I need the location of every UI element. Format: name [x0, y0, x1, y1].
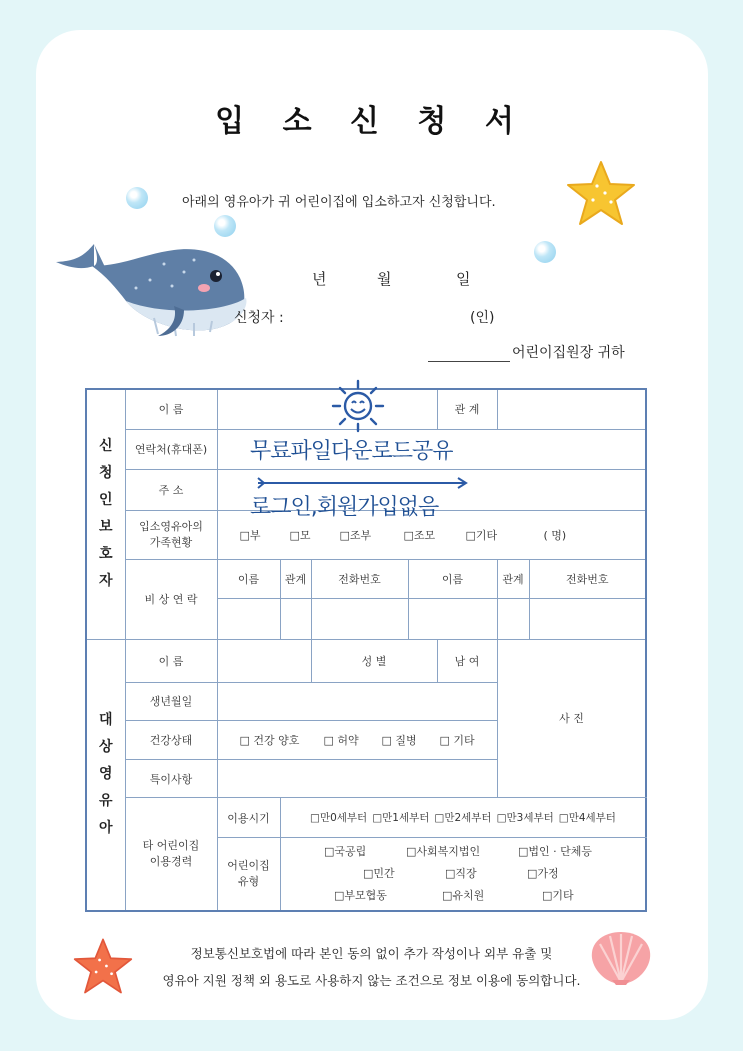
application-table: [85, 388, 647, 912]
director-label: 어린이집원장 귀하: [512, 345, 625, 361]
child-birth-field[interactable]: [217, 682, 497, 720]
emergency-header-phone-1: 전화번호: [311, 560, 408, 599]
family-option-father[interactable]: □부: [239, 529, 261, 543]
guardian-section-label: 신청인보호자: [86, 389, 125, 639]
whale-icon: [54, 226, 250, 344]
emergency-header-relation-1: 관계: [280, 560, 311, 599]
center-type-kindergarten[interactable]: □유치원: [442, 889, 485, 903]
center-type-public[interactable]: □국공립: [324, 845, 367, 859]
child-name-field[interactable]: [217, 639, 311, 682]
starfish-icon: [565, 158, 637, 228]
family-option-other[interactable]: □기타: [465, 529, 498, 543]
guardian-relation-label: 관 계: [437, 389, 497, 429]
consent-line-2: 영유아 지원 정책 외 용도로 사용하지 않는 조건으로 정보 이용에 동의합니다.: [162, 973, 581, 988]
center-type-corporate[interactable]: □법인 · 단체등: [518, 845, 593, 859]
family-option-grandfather[interactable]: □조부: [339, 529, 372, 543]
family-option-mother[interactable]: □모: [289, 529, 311, 543]
use-period-age2[interactable]: □만2세부터: [434, 812, 492, 825]
guardian-address-label: 주 소: [125, 469, 217, 510]
emergency-name-1-field[interactable]: [217, 599, 280, 639]
center-type-options: [280, 838, 646, 911]
guardian-name-label: 이 름: [125, 389, 217, 429]
center-type-private[interactable]: □민간: [363, 867, 395, 881]
consent-line-1: 정보통신보호법에 따라 본인 동의 없이 추가 작성이나 외부 유출 및: [190, 946, 553, 961]
director-line: [428, 342, 625, 362]
emergency-label: 비 상 연 락: [125, 560, 217, 639]
use-period-age0[interactable]: □만0세부터: [310, 812, 368, 825]
child-name-label: 이 름: [125, 639, 217, 682]
center-type-cooperative[interactable]: □부모협동: [334, 889, 387, 903]
child-special-label: 특이사항: [125, 760, 217, 798]
emergency-name-2-field[interactable]: [408, 599, 497, 639]
emergency-phone-1-field[interactable]: [311, 599, 408, 639]
watermark-line-2: 로그인,회원가입없음: [250, 495, 439, 520]
photo-box[interactable]: 사 진: [497, 639, 646, 798]
health-option-good[interactable]: □ 건강 양호: [239, 733, 300, 747]
arrow-icon: [254, 476, 474, 490]
health-option-other[interactable]: □ 기타: [439, 733, 475, 747]
child-special-field[interactable]: [217, 760, 497, 798]
child-health-label: 건강상태: [125, 720, 217, 759]
child-gender-options[interactable]: 남 여: [437, 639, 497, 682]
bubble-icon: [126, 187, 148, 209]
center-type-other[interactable]: □기타: [542, 889, 574, 903]
guardian-name-field[interactable]: [217, 389, 437, 429]
emergency-relation-2-field[interactable]: [497, 599, 529, 639]
emergency-phone-2-field[interactable]: [529, 599, 646, 639]
other-center-label: 타 어린이집 이용경력: [125, 798, 217, 911]
sun-icon: [330, 378, 386, 434]
starfish-icon: [72, 936, 134, 996]
center-type-home[interactable]: □가정: [527, 867, 559, 881]
applicant-label: 신청자 :: [234, 310, 284, 326]
date-day-label: 일: [456, 270, 471, 288]
child-health-options: [217, 720, 497, 759]
child-birth-label: 생년월일: [125, 682, 217, 720]
use-period-label: 이용시기: [217, 798, 280, 838]
guardian-relation-field[interactable]: [497, 389, 646, 429]
shell-icon: [588, 928, 654, 986]
seal-label: (인): [470, 310, 495, 326]
emergency-header-name-2: 이름: [408, 560, 497, 599]
family-option-grandmother[interactable]: □조모: [403, 529, 436, 543]
emergency-header-phone-2: 전화번호: [529, 560, 646, 599]
director-blank[interactable]: [428, 347, 510, 362]
health-option-weak[interactable]: □ 허약: [323, 733, 359, 747]
page-title: 입 소 신 청 서: [215, 104, 528, 139]
family-count: ( 명): [543, 529, 567, 543]
use-period-age3[interactable]: □만3세부터: [496, 812, 554, 825]
emergency-header-name-1: 이름: [217, 560, 280, 599]
child-section-label: 대상영유아: [86, 639, 125, 911]
use-period-options: [280, 798, 646, 838]
emergency-header-relation-2: 관계: [497, 560, 529, 599]
date-month-label: 월: [377, 270, 392, 288]
guardian-phone-label: 연락처(휴대폰): [125, 429, 217, 469]
watermark-line-1: 무료파일다운로드공유: [250, 439, 453, 464]
center-type-welfare[interactable]: □사회복지법인: [406, 845, 481, 859]
family-status-label: 입소영유아의 가족현황: [125, 510, 217, 559]
child-gender-label: 성 별: [311, 639, 437, 682]
date-year-label: 년: [312, 270, 327, 288]
use-period-age4[interactable]: □만4세부터: [558, 812, 616, 825]
emergency-relation-1-field[interactable]: [280, 599, 311, 639]
intro-text: 아래의 영유아가 귀 어린이집에 입소하고자 신청합니다.: [182, 195, 496, 210]
bubble-icon: [534, 241, 556, 263]
health-option-disease[interactable]: □ 질병: [381, 733, 417, 747]
center-type-workplace[interactable]: □직장: [445, 867, 477, 881]
center-type-label: 어린이집 유형: [217, 838, 280, 911]
use-period-age1[interactable]: □만1세부터: [372, 812, 430, 825]
